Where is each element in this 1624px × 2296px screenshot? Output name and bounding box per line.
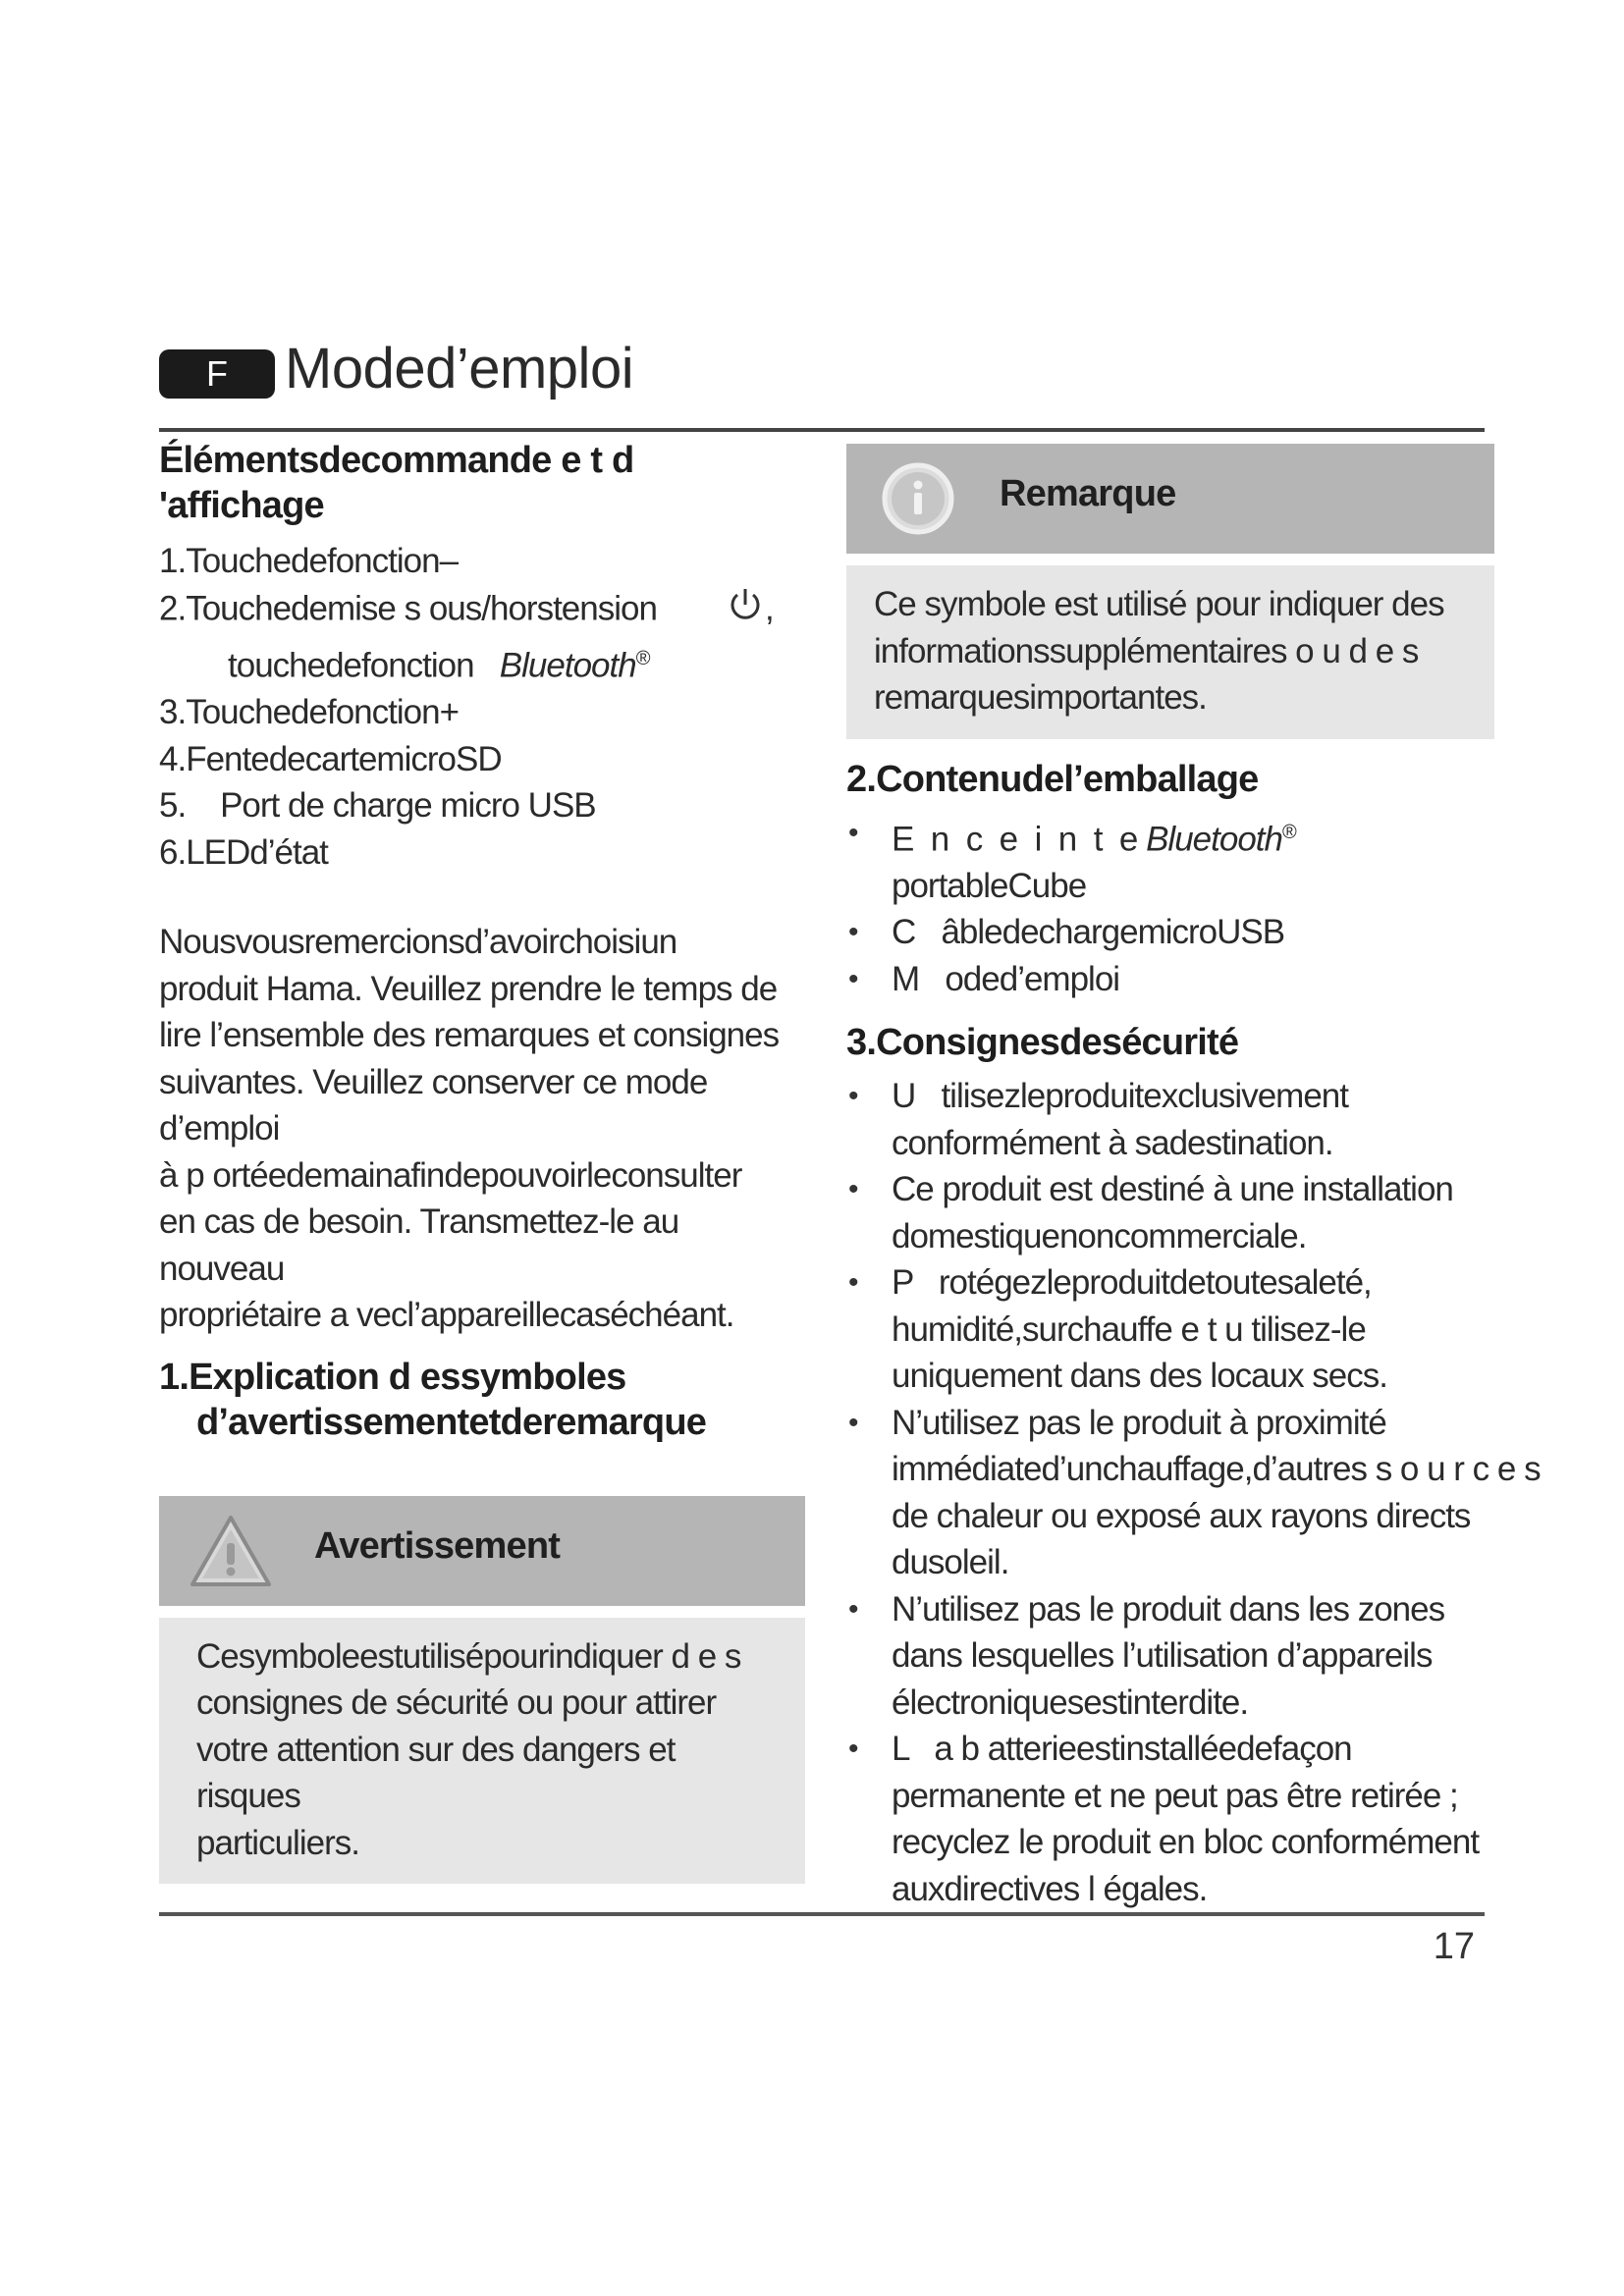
safety-line: • L a b atterieestinstalléedefaçon — [892, 1730, 1352, 1769]
warning-line: particuliers. — [196, 1823, 359, 1862]
package-item-1: E n c e i n t e — [892, 820, 1138, 859]
list-item — [159, 538, 807, 585]
footer-divider — [159, 1912, 1485, 1916]
control-item-2-cont: touchedefonction — [228, 646, 474, 685]
intro-line: produit Hama. Veuillez prendre le temps de — [159, 969, 778, 1008]
list-item — [846, 1726, 1494, 1912]
note-line: Ce symbole est utilisé pour indiquer des — [874, 585, 1444, 623]
list-item — [159, 585, 807, 637]
list-item — [846, 1259, 1494, 1400]
language-badge: F — [159, 349, 275, 399]
page-title: Moded’emploi — [285, 337, 634, 400]
warning-line: votre attention sur des dangers et risques — [196, 1730, 676, 1816]
symbols-heading-line1: 1.Explication d essymboles — [159, 1356, 626, 1398]
intro-line: propriétaire a vecl’appareillecaséchéant. — [159, 1296, 734, 1335]
warning-title: Avertissement — [314, 1524, 561, 1567]
list-item — [846, 810, 1494, 910]
symbols-heading — [159, 1355, 807, 1445]
note-line: informationssupplémentaires o u d e s — [874, 631, 1419, 670]
warning-box-body — [159, 1618, 805, 1885]
safety-line: auxdirectives l égales. — [892, 1869, 1208, 1908]
list-item — [846, 1586, 1494, 1727]
note-line: remarquesimportantes. — [874, 678, 1207, 717]
note-box — [846, 444, 1494, 739]
safety-line: • N’utilisez pas le produit à proximité — [892, 1403, 1386, 1442]
intro-paragraph — [159, 919, 807, 1339]
safety-line: recyclez le produit en bloc conformément — [892, 1823, 1480, 1862]
safety-line: • Ce produit est destiné à une installation — [892, 1170, 1453, 1209]
control-item-4: 4.FentedecartemicroSD — [159, 739, 502, 778]
warning-box-header — [159, 1496, 805, 1606]
header-divider — [159, 428, 1485, 432]
controls-list — [159, 538, 807, 876]
safety-line: • P rotégezleproduitdetoutesaleté, — [892, 1263, 1372, 1303]
control-item-5: 5. Port de charge micro USB — [159, 786, 596, 826]
package-item-2: C âbledechargemicroUSB — [892, 913, 1285, 952]
page-header — [159, 337, 1485, 430]
list-item — [846, 1073, 1494, 1166]
intro-line: Nousvousremercionsd’avoirchoisiun — [159, 923, 677, 962]
symbols-heading-line2: d’avertissementetderemarque — [196, 1401, 707, 1443]
warning-line: consignes de sécurité ou pour attirer — [196, 1683, 717, 1723]
package-contents-list — [846, 810, 1494, 1003]
safety-line: dans lesquelles l’utilisation d’appareils — [892, 1636, 1433, 1676]
safety-line: conformément à sadestination. — [892, 1123, 1333, 1162]
left-column — [159, 438, 807, 1884]
safety-line: uniquement dans des locaux secs. — [892, 1357, 1387, 1396]
warning-line: Cesymboleestutilisépourindiquer d e s — [196, 1636, 741, 1676]
safety-line: domestiquenoncommerciale. — [892, 1216, 1307, 1255]
control-item-1: 1.Touchedefonction– — [159, 542, 459, 580]
bluetooth-word: Bluetooth — [499, 646, 636, 685]
trademark-sign: ® — [635, 648, 650, 669]
list-item — [846, 1400, 1541, 1586]
list-item — [159, 689, 807, 736]
safety-line: de chaleur ou exposé aux rayons directs — [892, 1496, 1471, 1535]
intro-line: suivantes. Veuillez conserver ce mode d’emploi — [159, 1062, 708, 1148]
control-item-2: 2.Touchedemise s ous/horstension — [159, 589, 657, 627]
package-item-1-cont: portableCube — [892, 866, 1087, 905]
intro-line: à p ortéedemainafindepouvoirleconsulter — [159, 1155, 742, 1195]
list-item — [846, 1166, 1494, 1259]
package-item-3: M oded’emploi — [892, 959, 1120, 998]
safety-line: • N’utilisez pas le produit dans les zones — [892, 1589, 1445, 1629]
right-column — [846, 444, 1541, 1912]
bluetooth-word: Bluetooth — [1146, 820, 1282, 859]
safety-line: permanente et ne peut pas être retirée ; — [892, 1776, 1458, 1815]
intro-line: en cas de besoin. Transmettez-le au nouveau — [159, 1202, 679, 1288]
list-item — [159, 636, 807, 689]
control-item-6: 6.LEDd’état — [159, 832, 328, 872]
comma: , — [764, 589, 774, 627]
intro-line: lire l’ensemble des remarques et consignes — [159, 1016, 780, 1055]
safety-line: dusoleil. — [892, 1543, 1009, 1582]
trademark-sign: ® — [1281, 821, 1296, 843]
list-item — [159, 736, 807, 783]
power-icon — [726, 585, 765, 637]
note-title: Remarque — [1000, 473, 1176, 514]
safety-list — [846, 1073, 1541, 1912]
warning-triangle-icon — [187, 1512, 275, 1590]
note-box-body — [846, 565, 1494, 739]
controls-heading: Élémentsdecommande e t d 'affichage — [159, 440, 634, 526]
safety-line: électroniquesestinterdite. — [892, 1682, 1249, 1722]
control-item-3: 3.Touchedefonction+ — [159, 693, 460, 732]
info-icon — [874, 459, 962, 538]
page-number: 17 — [1433, 1926, 1475, 1967]
safety-line: immédiated’unchauffage,d’autres s o u r c e s — [892, 1450, 1541, 1489]
safety-line: • U tilisezleproduitexclusivement — [892, 1077, 1348, 1116]
warning-box — [159, 1496, 805, 1885]
note-box-header — [846, 444, 1494, 554]
list-item — [159, 829, 807, 877]
safety-heading: 3.Consignesdesécurité — [846, 1022, 1239, 1064]
list-item — [846, 956, 1494, 1003]
safety-line: humidité,surchauffe e t u tilisez-le — [892, 1309, 1366, 1349]
list-item — [159, 782, 807, 829]
list-item — [846, 909, 1494, 956]
package-contents-heading: 2.Contenudel’emballage — [846, 758, 1259, 800]
